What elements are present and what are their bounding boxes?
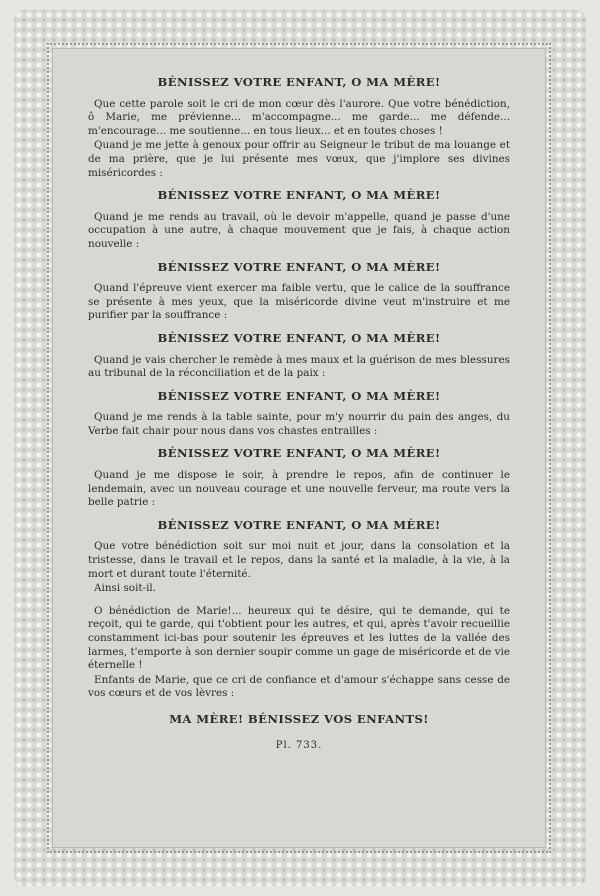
paragraph: Quand je me rends au travail, où le devoir m'appelle, quand je passe d'une occupation à une autre, à chaque mouvement que je fais, à chaque action nouvelle :: [88, 210, 510, 250]
plate-number: Pl. 733.: [275, 739, 323, 751]
heading: BÉNISSEZ VOTRE ENFANT, O MA MÈRE!: [157, 388, 441, 403]
heading: BÉNISSEZ VOTRE ENFANT, O MA MÈRE!: [157, 330, 441, 345]
paragraph: Quand je vais chercher le remède à mes maux et la guérison de mes blessures au tribunal de la réconciliation et de la paix :: [88, 353, 510, 380]
paragraph: Que cette parole soit le cri de mon cœur dès l'aurore. Que votre bénédiction, ô Marie, me prévienne... m'accompagne... me garde... me défende... m'encourage... me soutienne... en tous lieux... et en toutes choses !: [88, 97, 510, 137]
paragraph: Que votre bénédiction soit sur moi nuit et jour, dans la consolation et la tristesse, dans le travail et le repos, dans la santé et la maladie, à la vie, à la mort et durant toute l'éternité.: [88, 540, 510, 580]
paragraph: Ainsi soit-il.: [94, 582, 157, 595]
heading: BÉNISSEZ VOTRE ENFANT, O MA MÈRE!: [157, 75, 441, 89]
paragraph: O bénédiction de Marie!... heureux qui te désire, qui te demande, qui te reçoit, qui te garde, qui t'obtient pour les autres, et qui, après t'avoir recueillie constamment ici-bas pour soutenir les épreuves et les luttes de la vallée des larmes, t'emporte à son dernier soupir comme un gage de miséricorde et de vie éternelle !: [88, 604, 510, 672]
heading: BÉNISSEZ VOTRE ENFANT, O MA MÈRE!: [157, 259, 441, 274]
heading: BÉNISSEZ VOTRE ENFANT, O MA MÈRE!: [157, 446, 441, 461]
heading: BÉNISSEZ VOTRE ENFANT, O MA MÈRE!: [157, 517, 441, 532]
heading: BÉNISSEZ VOTRE ENFANT, O MA MÈRE!: [157, 188, 441, 203]
paragraph: Quand l'épreuve vient exercer ma faible vertu, que le calice de la souffrance se présente à mes yeux, que la miséricorde divine veut m'instruire et me purifier par la souffrance :: [88, 282, 510, 322]
closing-line: MA MÈRE! BÉNISSEZ VOS ENFANTS!: [169, 711, 429, 726]
prayer-text: [88, 76, 510, 752]
paragraph: Quand je me dispose le soir, à prendre le repos, afin de continuer le lendemain, avec un nouveau courage et une nouvelle ferveur, ma route vers la belle patrie :: [88, 469, 510, 509]
paragraph: Quand je me jette à genoux pour offrir au Seigneur le tribut de ma louange et de ma prière, que je lui présente mes vœux, que j'implore ses divines miséricordes :: [88, 139, 510, 179]
paragraph: Quand je me rends à la table sainte, pour m'y nourrir du pain des anges, du Verbe fait chair pour nous dans vos chastes entrailles :: [88, 411, 510, 437]
paragraph: Enfants de Marie, que ce cri de confiance et d'amour s'échappe sans cesse de vos cœurs et de vos lèvres :: [88, 673, 510, 700]
